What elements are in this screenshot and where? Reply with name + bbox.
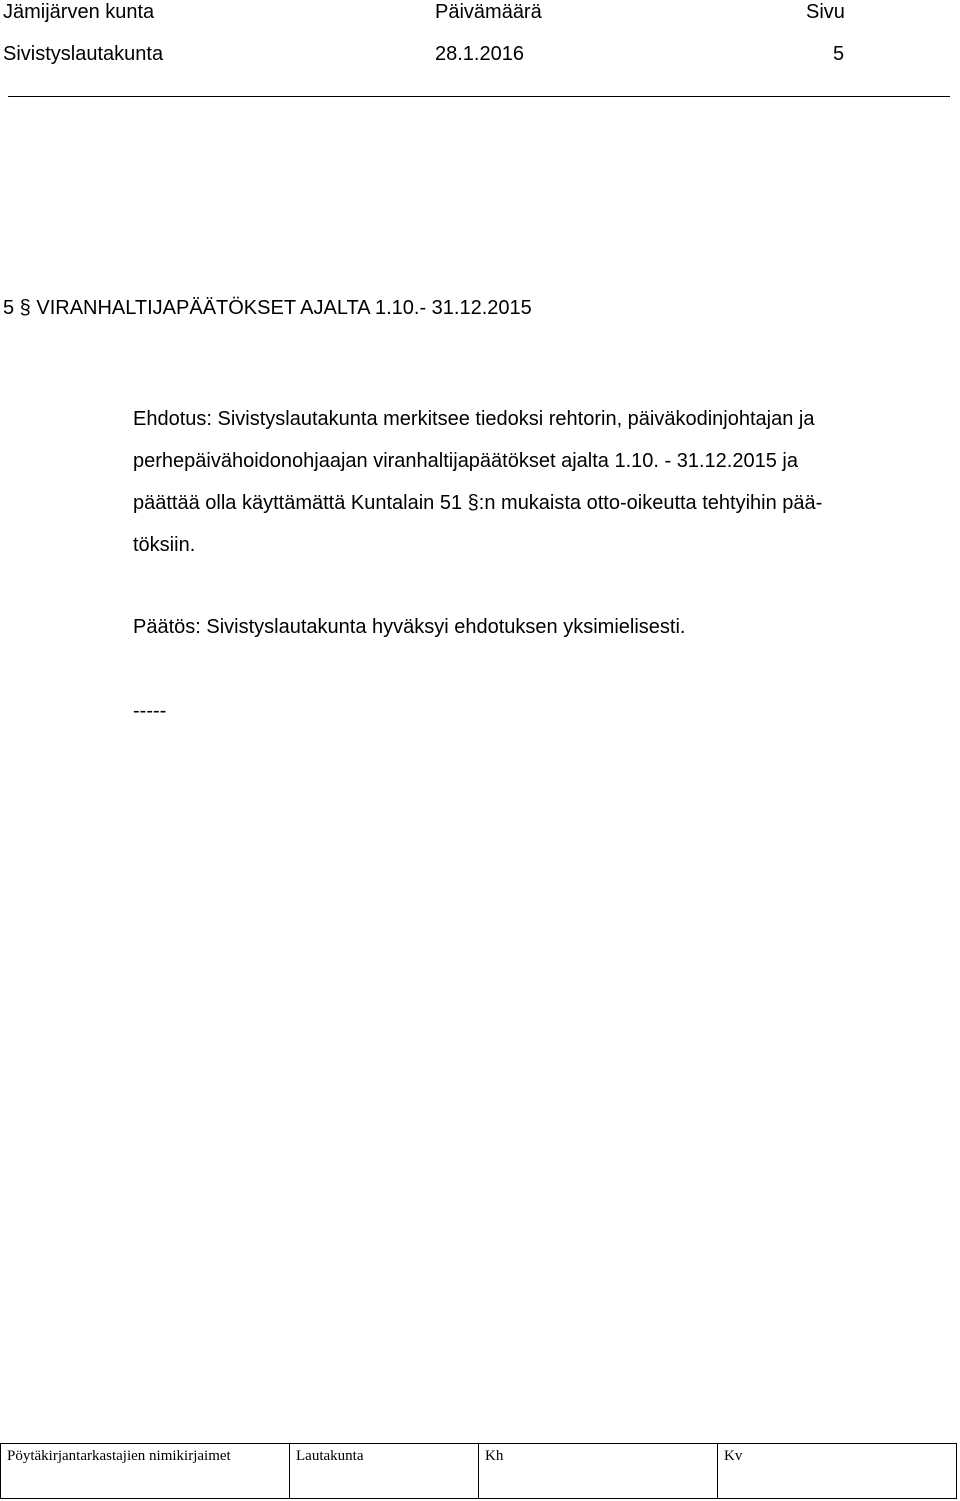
section-title: 5 § VIRANHALTIJAPÄÄTÖKSET AJALTA 1.10.- 31.12.2015 — [3, 297, 532, 319]
footer-cell-initials: Pöytäkirjantarkastajien nimikirjaimet — [1, 1444, 290, 1499]
page-number: 5 — [833, 43, 845, 65]
date-value: 28.1.2016 — [435, 43, 524, 65]
signature-footer — [0, 1443, 957, 1499]
proposal-line: töksiin. — [133, 534, 196, 556]
proposal-line: perhepäivähoidonohjaajan viranhaltijapäätökset ajalta 1.10. - 31.12.2015 ja — [133, 450, 798, 472]
proposal-line: Ehdotus: Sivistyslautakunta merkitsee tiedoksi rehtorin, päiväkodinjohtajan ja — [133, 408, 815, 430]
decision-paragraph: Päätös: Sivistyslautakunta hyväksyi ehdotuksen yksimielisesti. — [133, 616, 686, 638]
end-separator: ----- — [133, 700, 167, 722]
footer-cell-kh: Kh — [479, 1444, 718, 1499]
page-label: Sivu — [806, 1, 845, 23]
municipality-name: Jämijärven kunta — [3, 1, 155, 23]
footer-cell-board: Lautakunta — [290, 1444, 479, 1499]
proposal-line: päättää olla käyttämättä Kuntalain 51 §:n mukaista otto-oikeutta tehtyihin pää- — [133, 492, 823, 514]
header-divider — [8, 96, 950, 97]
date-label: Päivämäärä — [435, 1, 542, 23]
board-name: Sivistyslautakunta — [3, 43, 164, 65]
footer-cell-kv: Kv — [718, 1444, 957, 1499]
